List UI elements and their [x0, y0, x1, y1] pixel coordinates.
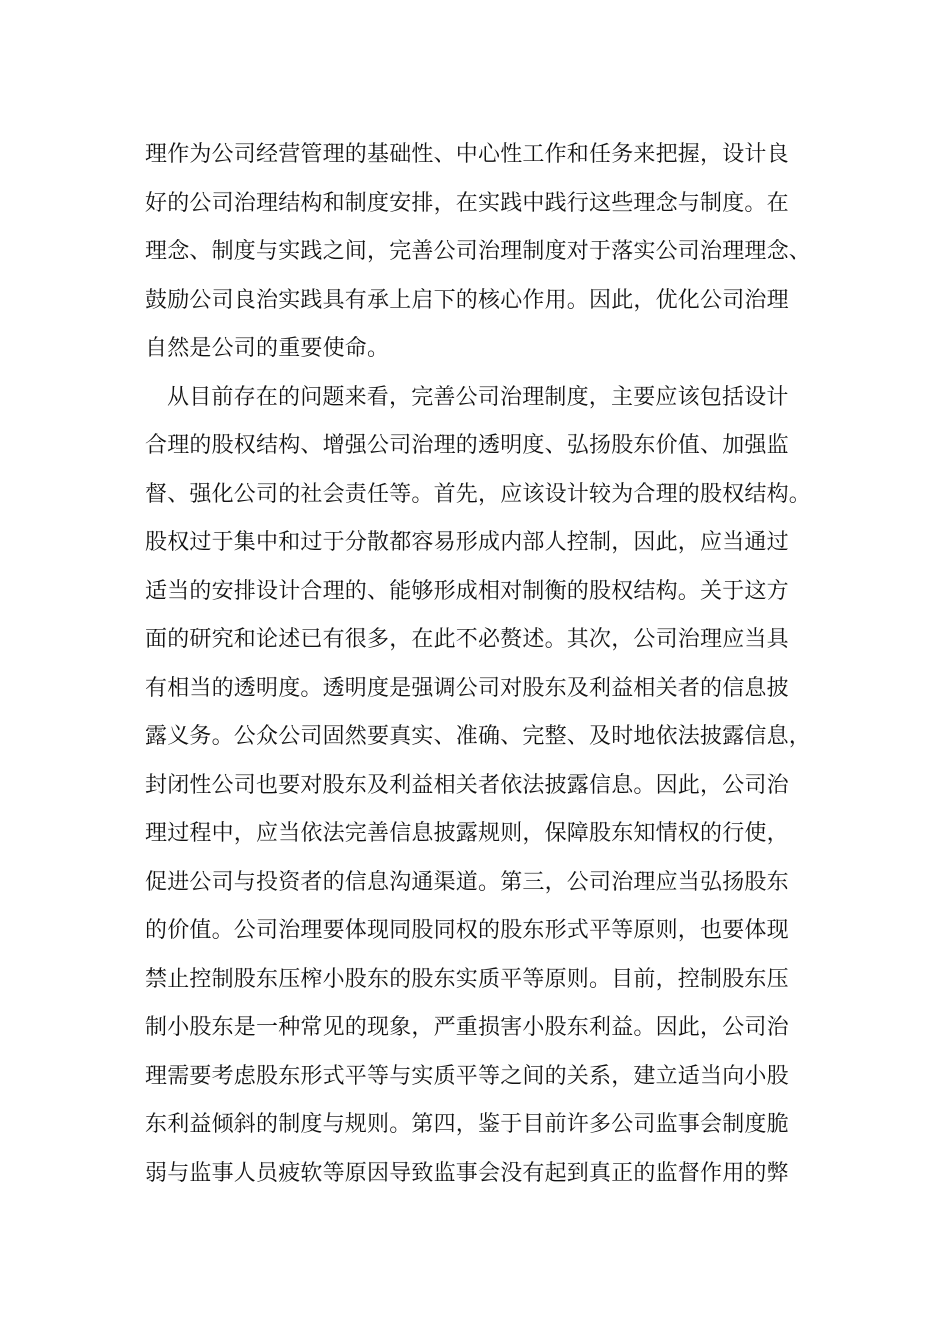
text-line: 好的公司治理结构和制度安排，在实践中践行这些理念与制度。在	[145, 190, 789, 216]
body-text	[145, 131, 815, 1198]
text-line: 股权过于集中和过于分散都容易形成内部人控制，因此，应当通过	[145, 530, 789, 555]
text-line: 督、强化公司的社会责任等。首先，应该设计较为合理的股权结构。	[145, 481, 812, 507]
text-line: 的价值。公司治理要体现同股同权的股东形式平等原则，也要体现	[145, 918, 789, 943]
text-line: 面的研究和论述已有很多，在此不必赘述。其次，公司治理应当具	[145, 627, 789, 652]
text-line: 理念、制度与实践之间，完善公司治理制度对于落实公司治理理念、	[145, 239, 812, 264]
text-line: 禁止控制股东压榨小股东的股东实质平等原则。目前，控制股东压	[145, 966, 789, 992]
text-line: 适当的安排设计合理的、能够形成相对制衡的股权结构。关于这方	[145, 578, 789, 604]
text-line: 合理的股权结构、增强公司治理的透明度、弘扬股东价值、加强监	[145, 433, 789, 458]
paragraph-first-line: 从目前存在的问题来看，完善公司治理制度，主要应该包括设计	[167, 384, 789, 410]
text-line: 促进公司与投资者的信息沟通渠道。第三，公司治理应当弘扬股东	[145, 869, 789, 895]
text-line: 理需要考虑股东形式平等与实质平等之间的关系，建立适当向小股	[145, 1063, 789, 1089]
text-line: 鼓励公司良治实践具有承上启下的核心作用。因此，优化公司治理	[145, 287, 789, 313]
text-line: 封闭性公司也要对股东及利益相关者依法披露信息。因此，公司治	[145, 772, 789, 798]
text-line: 东利益倾斜的制度与规则。第四，鉴于目前许多公司监事会制度脆	[145, 1112, 789, 1137]
text-line: 弱与监事人员疲软等原因导致监事会没有起到真正的监督作用的弊	[145, 1160, 789, 1186]
text-line: 自然是公司的重要使命。	[145, 336, 390, 361]
text-line: 露义务。公众公司固然要真实、准确、完整、及时地依法披露信息，	[145, 724, 812, 749]
text-line: 有相当的透明度。透明度是强调公司对股东及利益相关者的信息披	[145, 675, 789, 701]
text-line: 理作为公司经营管理的基础性、中心性工作和任务来把握，设计良	[145, 142, 789, 167]
text-line: 理过程中，应当依法完善信息披露规则，保障股东知情权的行使，	[145, 821, 789, 846]
text-line: 制小股东是一种常见的现象，严重损害小股东利益。因此，公司治	[145, 1015, 789, 1040]
